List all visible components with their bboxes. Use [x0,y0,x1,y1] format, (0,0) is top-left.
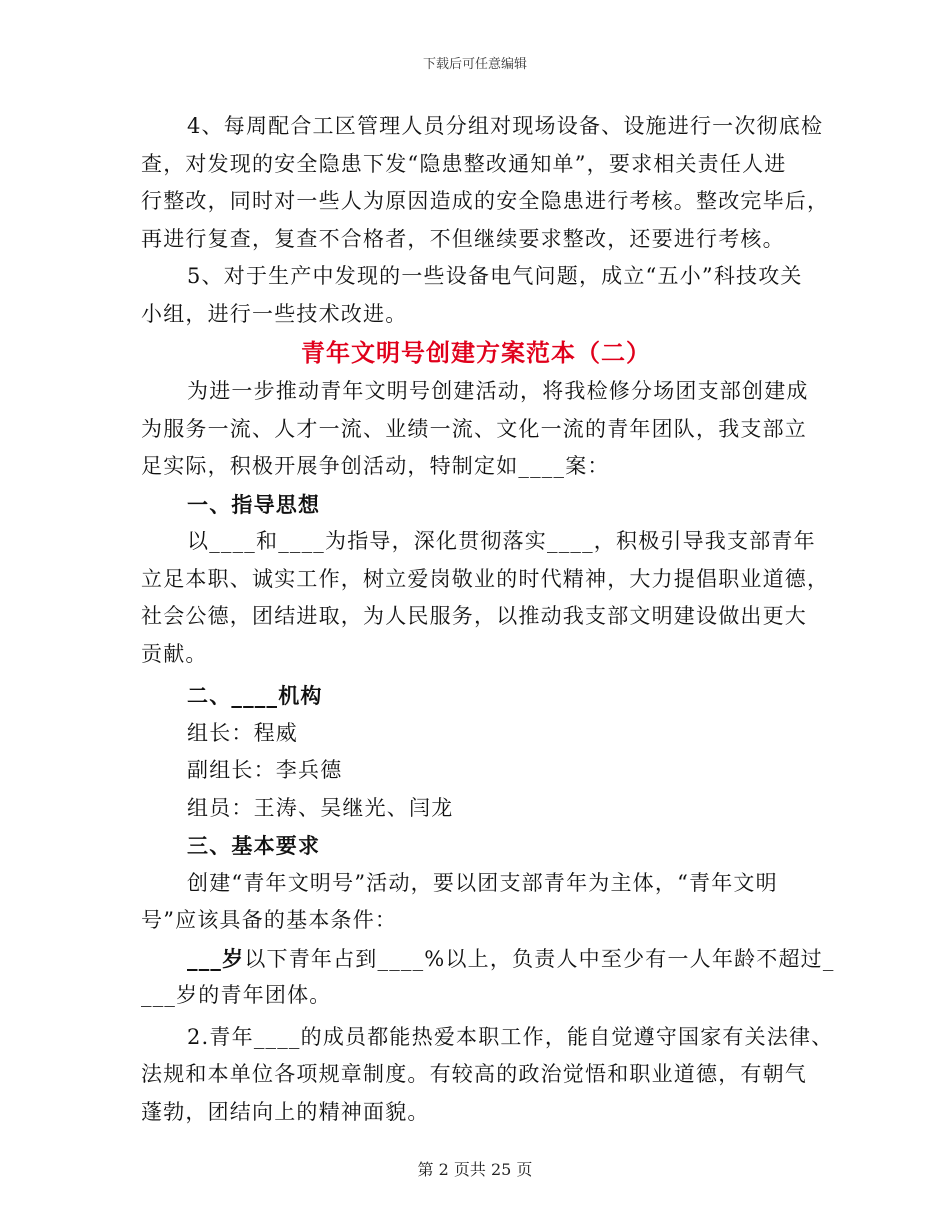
page-footer: 第 2 页共 25 页 [417,1160,533,1179]
paragraph-line: 5、对于生产中发现的一些设备电气问题，成立“五小”科技攻关 [187,264,803,288]
paragraph-line: 行整改，同时对一些人为原因造成的安全隐患进行考核。整改完毕后， [141,189,830,213]
paragraph-line: 足实际，积极开展争创活动，特制定如____案： [141,454,610,478]
document-body [141,108,835,1131]
member-line: 组长：程威 [187,720,298,745]
paragraph-line: 查，对发现的安全隐患下发“隐患整改通知单”，要求相关责任人进 [141,151,787,176]
paragraph-line: 创建“青年文明号”活动，要以团支部青年为主体，“青年文明 [187,870,778,895]
paragraph-line: 社会公德，团结进取，为人民服务，以推动我支部文明建设做出更大 [141,604,807,628]
member-line: 组员：王涛、吴继光、闫龙 [187,795,454,820]
page-header: 下载后可任意编辑 [422,57,527,72]
heading-basic-requirements: 三、基本要求 [187,833,321,858]
paragraph-line: 为进一步推动青年文明号创建活动，将我检修分场团支部创建成 [187,379,809,403]
paragraph-line: 以____和____为指导，深化贯彻落实____，积极引导我支部青年 [187,529,816,553]
paragraph-line: 蓬勃，团结向上的精神面貌。 [141,1099,430,1124]
paragraph-line: 2.青年____的成员都能热爱本职工作，能自觉遵守国家有关法律、 [187,1024,834,1049]
heading-guiding-ideology: 一、指导思想 [187,491,321,517]
paragraph-line: 法规和本单位各项规章制度。有较高的政治觉悟和职业道德，有朝气 [141,1062,807,1086]
paragraph-line: ___岁的青年团体。 [141,983,332,1007]
paragraph-line: 贡献。 [141,641,208,666]
paragraph-line: 立足本职、诚实工作，树立爱岗敬业的时代精神，大力提倡职业道德， [141,566,830,591]
paragraph-text: 以下青年占到____%以上，负责人中至少有一人年龄不超过_ [244,946,835,971]
member-line: 副组长：李兵德 [187,758,343,782]
paragraph-line: 为服务一流、人才一流、业绩一流、文化一流的青年团队，我支部立 [141,416,807,441]
section-title: 青年文明号创建方案范本（二） [301,338,651,367]
paragraph-line: 再进行复查，复查不合格者，不但继续要求整改，还要进行考核。 [141,226,785,251]
paragraph-line: 号”应该具备的基本条件： [141,908,398,932]
paragraph-line: 小组，进行一些技术改进。 [141,301,408,326]
paragraph-line: 4、每周配合工区管理人员分组对现场设备、设施进行一次彻底检 [187,114,824,138]
paragraph-line [141,940,835,978]
heading-organization: 二、____机构 [187,683,323,708]
bold-age-label: ___岁 [187,945,245,971]
